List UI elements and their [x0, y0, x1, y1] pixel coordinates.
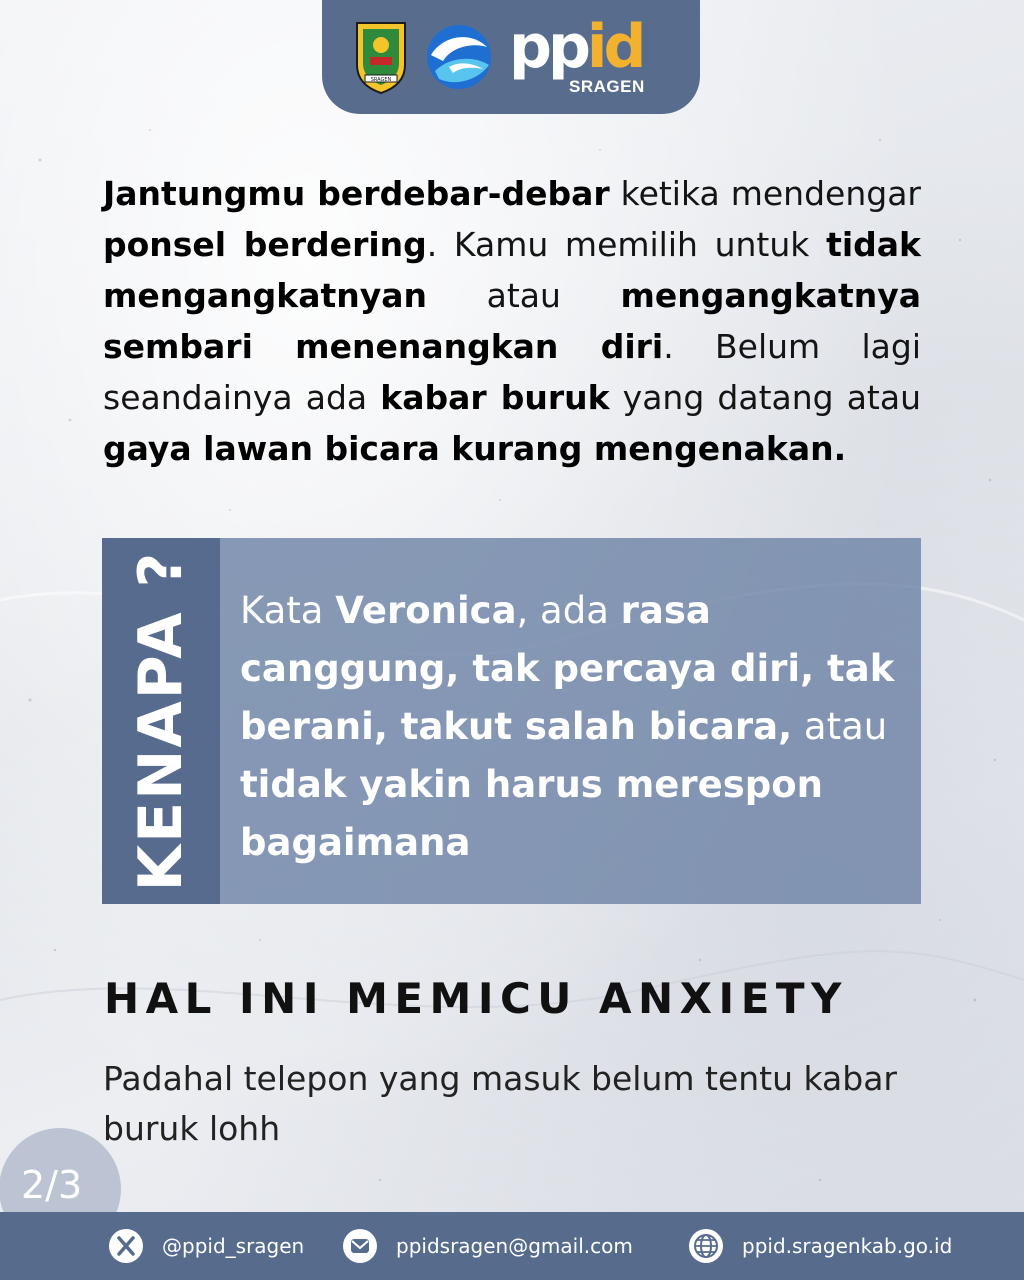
- footer-contact-bar: [0, 1212, 1024, 1280]
- globe-icon: [688, 1228, 724, 1264]
- intro-text-2: . Kamu memilih untuk: [426, 225, 827, 264]
- intro-bold-1: Jantungmu berdebar-debar: [103, 174, 610, 213]
- x-twitter-icon: [108, 1228, 144, 1264]
- header-logo-bar: [322, 0, 700, 114]
- kenapa-text: [240, 582, 900, 872]
- intro-bold-4: mengangkatnya sembari menenangkan diri: [103, 276, 921, 366]
- website-url[interactable]: ppid.sragenkab.go.id: [742, 1234, 953, 1258]
- closing-subtext: Padahal telepon yang masuk belum tentu kabar buruk lohh: [103, 1059, 897, 1148]
- intro-bold-6: gaya lawan bicara kurang mengenakan.: [103, 429, 847, 468]
- kenapa-bold-3: tidak yakin harus merespon bagaimana: [240, 763, 823, 864]
- kenapa-text-2: , ada: [516, 589, 621, 632]
- footer-twitter[interactable]: [108, 1228, 304, 1264]
- email-icon: [342, 1228, 378, 1264]
- ppid-logo-accent: id: [586, 12, 643, 82]
- svg-text:SRAGEN: SRAGEN: [370, 77, 392, 83]
- intro-text-5: yang datang atau: [609, 378, 922, 417]
- intro-paragraph: [103, 168, 921, 474]
- twitter-handle[interactable]: @ppid_sragen: [162, 1234, 305, 1258]
- kenapa-side-band: [102, 538, 220, 904]
- kenapa-text-1: Kata: [240, 589, 336, 632]
- intro-text-1: ketika mendengar: [609, 174, 921, 213]
- intro-text-4: . Belum lagi seandainya ada: [103, 327, 921, 417]
- intro-text-3: atau: [427, 276, 621, 315]
- kominfo-globe-icon: [423, 21, 495, 93]
- kenapa-box: [102, 538, 921, 904]
- ppid-logo-main: pp: [509, 12, 587, 82]
- anxiety-heading: HAL INI MEMICU ANXIETY: [104, 974, 848, 1023]
- footer-email[interactable]: [342, 1228, 633, 1264]
- intro-bold-3: tidak mengangkatnyan: [103, 225, 921, 315]
- footer-website[interactable]: [688, 1228, 952, 1264]
- intro-bold-2: ponsel berdering: [103, 225, 427, 264]
- ppid-logo-subtitle: SRAGEN: [569, 77, 645, 96]
- kenapa-label: KENAPA ?: [126, 550, 196, 892]
- ppid-logo: [509, 12, 669, 99]
- kenapa-bold-2: rasa canggung, tak percaya diri, tak berani, takut salah bicara,: [240, 589, 895, 748]
- sragen-crest-icon: [353, 19, 409, 95]
- email-address[interactable]: ppidsragen@gmail.com: [396, 1234, 633, 1258]
- kenapa-bold-1: Veronica: [335, 589, 517, 632]
- intro-bold-5: kabar buruk: [380, 378, 610, 417]
- page-counter-text: 2/3: [21, 1163, 83, 1207]
- kenapa-text-3: atau: [792, 705, 888, 748]
